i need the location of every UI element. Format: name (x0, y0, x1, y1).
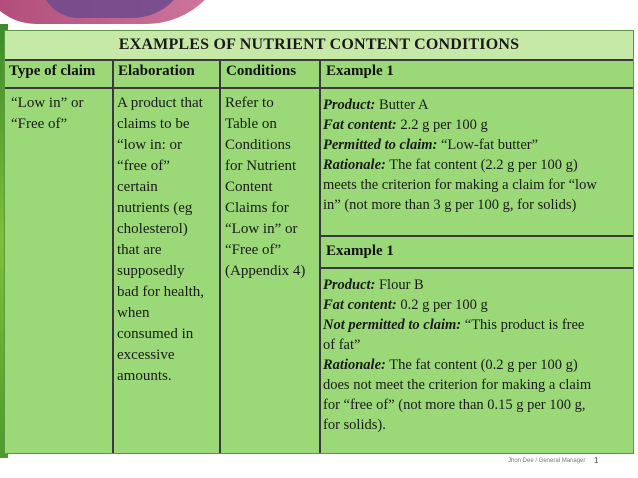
cell-line: certain (117, 179, 158, 195)
example-2-block (323, 275, 627, 435)
claim-label: Permitted to claim: (323, 137, 438, 153)
cell-line: consumed in (117, 326, 194, 342)
column-divider (319, 59, 321, 453)
example-line: for “free of” (not more than 0.15 g per 100 g, (323, 397, 586, 413)
example-line (323, 95, 627, 115)
claim-value: “This product is free (461, 317, 585, 333)
example-line (323, 155, 627, 175)
example-line (323, 295, 627, 315)
example-line (323, 275, 627, 295)
cell-line: Claims for (225, 200, 289, 216)
cell-line: that are (117, 242, 162, 258)
cell-line: “Free of” (225, 242, 282, 258)
rationale-label: Rationale: (323, 157, 386, 173)
cell-line: excessive (117, 347, 175, 363)
header-row-divider (5, 87, 633, 89)
product-label: Product: (323, 97, 376, 113)
fat-value: 2.2 g per 100 g (396, 117, 488, 133)
claim-label: Not permitted to claim: (323, 317, 462, 333)
example-line: for solids). (323, 417, 386, 433)
claim-value: “Low-fat butter” (437, 137, 539, 153)
example-line (323, 315, 627, 335)
table-title-bar (5, 31, 633, 61)
example-line: does not meet the criterion for making a claim (323, 377, 592, 393)
cell-line: bad for health, (117, 284, 205, 300)
cell-line: A product that (117, 95, 203, 111)
header-conditions: Conditions (226, 63, 297, 79)
conditions-cell (225, 93, 319, 282)
column-divider (112, 59, 114, 453)
cell-line: supposedly (117, 263, 185, 279)
fat-label: Fat content: (323, 297, 397, 313)
cell-line: Table on (225, 116, 277, 132)
rationale-text: The fat content (2.2 g per 100 g) (385, 157, 578, 173)
example-line: of fat” (323, 337, 361, 353)
example-line: in” (not more than 3 g per 100 g, for solids) (323, 197, 577, 213)
example-line (323, 135, 627, 155)
cell-line: cholesterol) (117, 221, 188, 237)
example-heading-divider (319, 267, 633, 269)
header-type-of-claim: Type of claim (9, 63, 96, 79)
cell-line: “Free of” (11, 116, 68, 132)
cell-line: “free of” (117, 158, 170, 174)
rationale-label: Rationale: (323, 357, 386, 373)
type-of-claim-cell (11, 93, 111, 135)
cell-line: Content (225, 179, 273, 195)
cell-line: “Low in” or (11, 95, 84, 111)
footer-author: Jhon Dee / General Manager (508, 458, 586, 464)
table-title: EXAMPLES OF NUTRIENT CONTENT CONDITIONS (118, 36, 520, 53)
cell-line: Refer to (225, 95, 274, 111)
product-value: Butter A (375, 97, 429, 113)
cell-line: claims to be (117, 116, 190, 132)
cell-line: for Nutrient (225, 158, 297, 174)
rationale-text: The fat content (0.2 g per 100 g) (385, 357, 578, 373)
header-elaboration: Elaboration (118, 63, 195, 79)
header-example: Example 1 (326, 63, 394, 79)
cell-line: amounts. (117, 368, 172, 384)
cell-line: nutrients (eg (117, 200, 193, 216)
example-1-block (323, 95, 627, 215)
example-2-heading: Example 1 (326, 243, 394, 259)
cell-line: “low in: or (117, 137, 182, 153)
fat-label: Fat content: (323, 117, 397, 133)
cell-line: “Low in” or (225, 221, 298, 237)
example-divider (319, 235, 633, 237)
example-line (323, 115, 627, 135)
elaboration-cell (117, 93, 221, 387)
product-label: Product: (323, 277, 376, 293)
fat-value: 0.2 g per 100 g (396, 297, 488, 313)
cell-line: Conditions (225, 137, 291, 153)
cell-line: when (117, 305, 150, 321)
example-line: meets the criterion for making a claim for “low (323, 177, 597, 193)
nutrient-table-image (4, 30, 634, 454)
cell-line: (Appendix 4) (225, 263, 306, 279)
page-number: 1 (594, 456, 599, 465)
product-value: Flour B (375, 277, 424, 293)
example-line (323, 355, 627, 375)
